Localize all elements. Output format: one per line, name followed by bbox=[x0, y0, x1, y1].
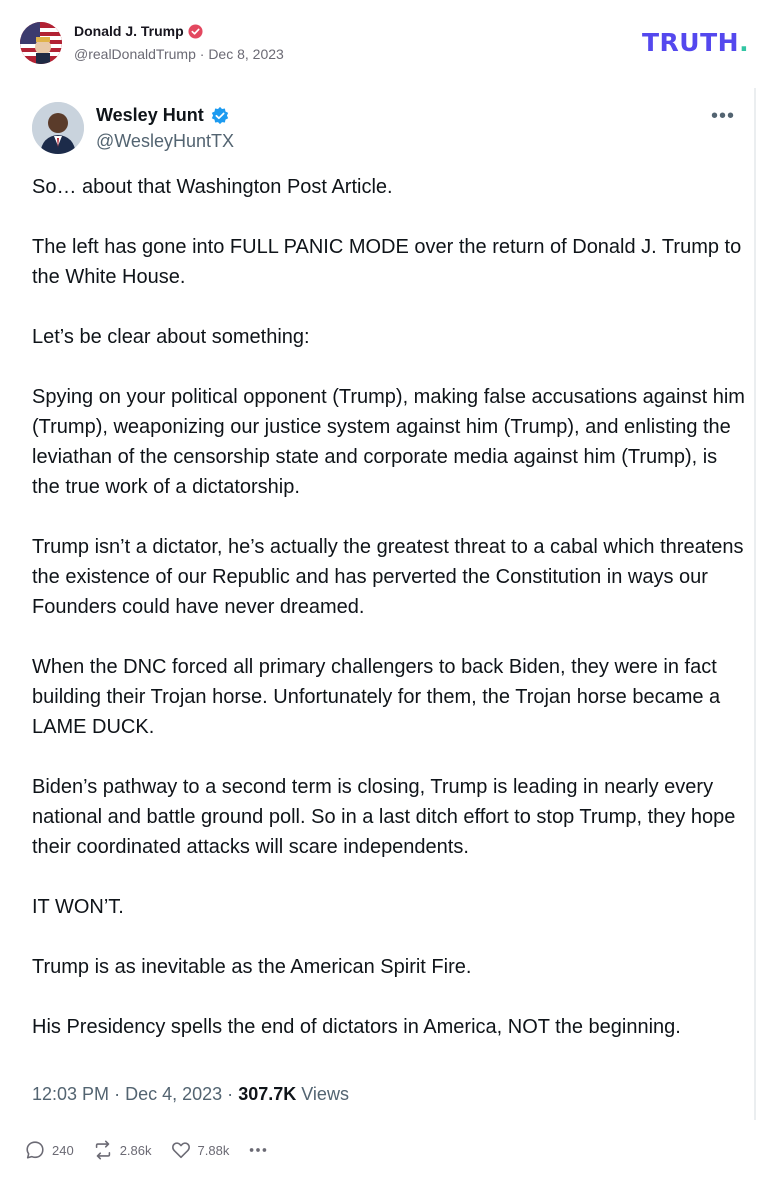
logo-text: TRUTH bbox=[642, 28, 740, 57]
verified-badge-icon bbox=[210, 106, 230, 126]
meta-separator: · bbox=[199, 46, 205, 62]
more-button[interactable] bbox=[247, 1139, 269, 1161]
post-date[interactable]: Dec 8, 2023 bbox=[208, 46, 284, 62]
meta-separator: · bbox=[227, 1084, 234, 1104]
tweet-paragraph: Spying on your political opponent (Trump), making false accusations against him (Trump), weaponizing our justice system against him (Trump), and enlisting the leviathan of the censorship state and corporate media against him (Trump), is the true work of a dictatorship. bbox=[32, 386, 745, 498]
author-name[interactable]: Donald J. Trump bbox=[74, 23, 184, 39]
tweet-paragraph: Trump is as inevitable as the American Spirit Fire. bbox=[32, 956, 472, 978]
tweet-paragraph: Trump isn’t a dictator, he’s actually the greatest threat to a cabal which threatens the existence of our Republic and has perverted the Constitution in ways our Founders could have never dreamed. bbox=[32, 536, 744, 618]
tweet-author-name: Wesley Hunt bbox=[96, 105, 204, 125]
reply-icon bbox=[24, 1139, 46, 1161]
logo-dot: . bbox=[739, 28, 750, 57]
tweet-paragraph: So… about that Washington Post Article. bbox=[32, 176, 393, 198]
verified-badge-icon bbox=[188, 24, 203, 39]
author-avatar[interactable] bbox=[20, 22, 62, 64]
reply-count: 240 bbox=[52, 1142, 74, 1158]
tweet-paragraph: His Presidency spells the end of dictators in America, NOT the beginning. bbox=[32, 1016, 681, 1038]
like-count: 7.88k bbox=[197, 1142, 230, 1158]
tweet-more-icon: ••• bbox=[710, 105, 735, 127]
tweet-time: 12:03 PM bbox=[32, 1084, 110, 1104]
tweet-paragraph: Let’s be clear about something: bbox=[32, 326, 310, 348]
tweet-paragraph: IT WON’T. bbox=[32, 896, 124, 918]
tweet-paragraph: When the DNC forced all primary challengers to back Biden, they were in fact building their Trojan horse. Unfortunately for them, the Trojan horse became a LAME DUCK. bbox=[32, 656, 721, 738]
views-label: Views bbox=[301, 1084, 349, 1104]
heart-icon bbox=[170, 1139, 192, 1161]
meta-separator: · bbox=[114, 1084, 121, 1104]
post-actions bbox=[24, 1138, 287, 1162]
retruth-button[interactable] bbox=[92, 1139, 152, 1161]
reply-button[interactable] bbox=[24, 1139, 74, 1161]
tweet-meta bbox=[32, 1084, 349, 1105]
views-count: 307.7K bbox=[238, 1084, 297, 1104]
post-meta bbox=[74, 46, 284, 62]
author-handle[interactable]: @realDonaldTrump bbox=[74, 46, 196, 62]
tweet-paragraph: Biden’s pathway to a second term is closing, Trump is leading in nearly every national and battle ground poll. So in a last ditch effort to stop Trump, they hope their coordinated attacks will scare independents. bbox=[32, 776, 736, 858]
truth-logo[interactable] bbox=[642, 28, 749, 57]
embedded-tweet-image[interactable] bbox=[14, 88, 756, 1120]
post-header bbox=[0, 0, 777, 84]
tweet-paragraph: The left has gone into FULL PANIC MODE over the return of Donald J. Trump to the White House. bbox=[32, 236, 742, 288]
more-icon bbox=[247, 1139, 269, 1161]
retruth-icon bbox=[92, 1139, 114, 1161]
tweet-date: Dec 4, 2023 bbox=[125, 1084, 223, 1104]
tweet-text bbox=[32, 172, 747, 1042]
retruth-count: 2.86k bbox=[119, 1142, 152, 1158]
tweet-author-avatar bbox=[32, 102, 84, 154]
like-button[interactable] bbox=[170, 1139, 230, 1161]
tweet-author-handle: @WesleyHuntTX bbox=[96, 131, 234, 151]
